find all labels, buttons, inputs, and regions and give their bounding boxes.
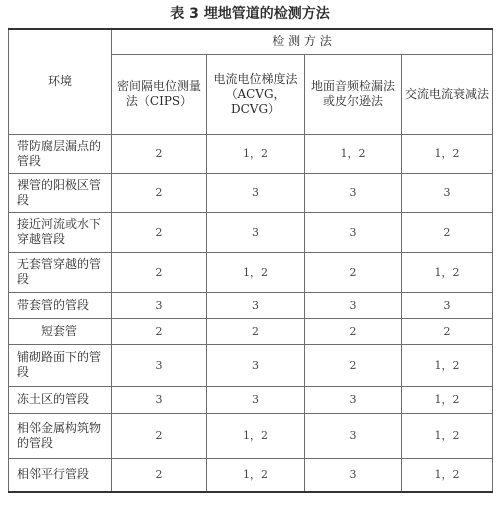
- cell-value: 1，2: [207, 252, 305, 292]
- cell-value: 3: [207, 212, 305, 252]
- cell-value: 3: [305, 292, 402, 318]
- cell-value: 3: [112, 386, 207, 413]
- environment-header: 环境: [9, 29, 112, 134]
- cell-value: 3: [207, 344, 305, 386]
- cell-value: 1，2: [305, 134, 402, 173]
- cell-value: 2: [305, 344, 402, 386]
- table-row: [9, 318, 493, 344]
- cell-value: 1，2: [402, 413, 493, 458]
- row-environment: 接近河流或水下穿越管段: [9, 212, 112, 252]
- cell-value: 3: [305, 212, 402, 252]
- cell-value: 2: [112, 252, 207, 292]
- table-caption: 表 3 埋地管道的检测方法: [170, 6, 330, 22]
- row-environment: 裸管的阳极区管段: [9, 173, 112, 212]
- cell-value: 1，2: [402, 344, 493, 386]
- detection-methods-table: [8, 28, 492, 493]
- cell-value: 3: [207, 173, 305, 212]
- cell-value: 3: [305, 173, 402, 212]
- method-header-acvg-dcvg: 电流电位梯度法（ACVG，DCVG）: [207, 54, 305, 134]
- cell-value: 1，2: [402, 386, 493, 413]
- table-row: [9, 344, 493, 386]
- cell-value: 3: [305, 458, 402, 492]
- cell-value: 1，2: [207, 458, 305, 492]
- cell-value: 2: [112, 173, 207, 212]
- cell-value: 3: [402, 292, 493, 318]
- cell-value: 2: [112, 134, 207, 173]
- row-environment: 相邻金属构筑物的管段: [9, 413, 112, 458]
- cell-value: 1，2: [402, 134, 493, 173]
- cell-value: 1，2: [402, 458, 493, 492]
- cell-value: 2: [402, 318, 493, 344]
- row-environment: 带防腐层漏点的管段: [9, 134, 112, 173]
- cell-value: 2: [112, 318, 207, 344]
- cell-value: 1，2: [402, 252, 493, 292]
- method-header-pearson: 地面音频检漏法或皮尔逊法: [305, 54, 402, 134]
- cell-value: 2: [402, 212, 493, 252]
- row-environment: 短套管: [9, 318, 112, 344]
- cell-value: 3: [207, 292, 305, 318]
- cell-value: 3: [305, 386, 402, 413]
- table-row: [9, 252, 493, 292]
- cell-value: 2: [305, 318, 402, 344]
- row-environment: 铺砌路面下的管段: [9, 344, 112, 386]
- cell-value: 3: [402, 173, 493, 212]
- cell-value: 2: [112, 458, 207, 492]
- cell-value: 1，2: [207, 134, 305, 173]
- cell-value: 3: [305, 413, 402, 458]
- row-environment: 相邻平行管段: [9, 458, 112, 492]
- row-environment: 冻土区的管段: [9, 386, 112, 413]
- table-row: [9, 292, 493, 318]
- table-row: [9, 413, 493, 458]
- cell-value: 2: [112, 413, 207, 458]
- table-row: [9, 212, 493, 252]
- table-row: [9, 134, 493, 173]
- row-environment: 带套管的管段: [9, 292, 112, 318]
- cell-value: 3: [112, 344, 207, 386]
- table-row: [9, 173, 493, 212]
- table-row: [9, 458, 493, 492]
- methods-group-header: 检 测 方 法: [112, 29, 493, 54]
- table-row: [9, 386, 493, 413]
- cell-value: 1，2: [207, 413, 305, 458]
- cell-value: 3: [112, 292, 207, 318]
- cell-value: 2: [112, 212, 207, 252]
- method-header-cips: 密间隔电位测量法（CIPS）: [112, 54, 207, 134]
- cell-value: 2: [305, 252, 402, 292]
- method-header-ac-attenuation: 交流电流衰减法: [402, 54, 493, 134]
- cell-value: 2: [207, 318, 305, 344]
- row-environment: 无套管穿越的管段: [9, 252, 112, 292]
- cell-value: 3: [207, 386, 305, 413]
